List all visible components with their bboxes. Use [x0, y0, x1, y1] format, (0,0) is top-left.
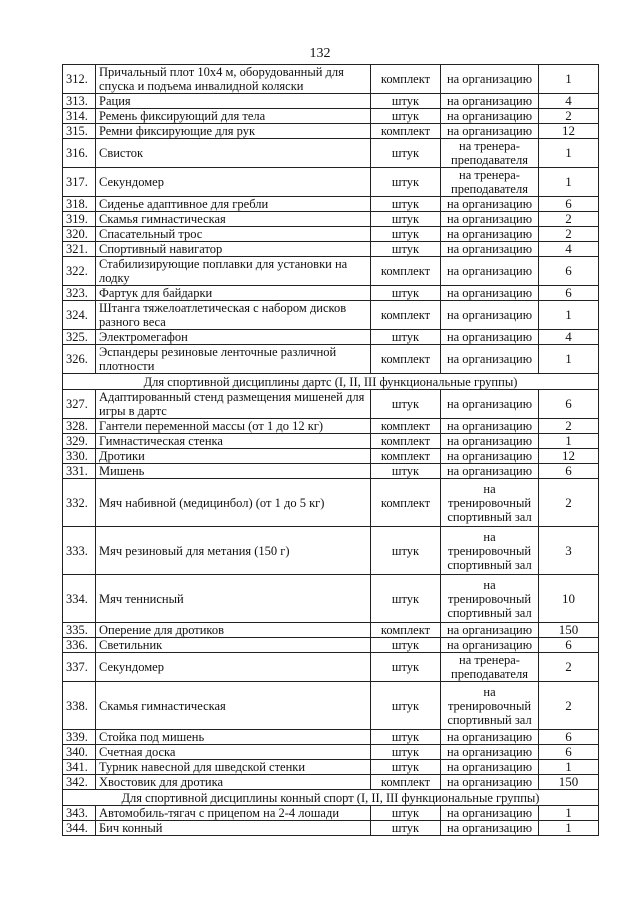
item-name: Мяч теннисный: [96, 575, 371, 623]
item-allocation: на тренировочный спортивный зал: [441, 479, 539, 527]
item-number: 315.: [63, 124, 96, 139]
item-allocation: на организацию: [441, 775, 539, 790]
item-name: Дротики: [96, 449, 371, 464]
item-name: Секундомер: [96, 168, 371, 197]
item-unit: комплект: [371, 257, 441, 286]
item-quantity: 1: [539, 434, 599, 449]
item-name: Скамья гимнастическая: [96, 682, 371, 730]
table-row: [63, 730, 599, 745]
item-unit: штук: [371, 94, 441, 109]
item-allocation: на организацию: [441, 638, 539, 653]
item-unit: штук: [371, 390, 441, 419]
item-unit: комплект: [371, 479, 441, 527]
equipment-table-body: [63, 65, 599, 836]
table-row: [63, 653, 599, 682]
item-unit: штук: [371, 109, 441, 124]
item-quantity: 6: [539, 286, 599, 301]
item-number: 343.: [63, 806, 96, 821]
item-quantity: 4: [539, 94, 599, 109]
item-name: Электромегафон: [96, 330, 371, 345]
item-allocation: на организацию: [441, 109, 539, 124]
item-number: 312.: [63, 65, 96, 94]
item-unit: комплект: [371, 775, 441, 790]
item-allocation: на организацию: [441, 419, 539, 434]
item-quantity: 2: [539, 479, 599, 527]
table-row: [63, 94, 599, 109]
item-allocation: на организацию: [441, 760, 539, 775]
item-number: 341.: [63, 760, 96, 775]
table-row: [63, 434, 599, 449]
item-allocation: на организацию: [441, 197, 539, 212]
item-quantity: 2: [539, 682, 599, 730]
item-name: Мяч резиновый для метания (150 г): [96, 527, 371, 575]
item-number: 313.: [63, 94, 96, 109]
item-name: Ремни фиксирующие для рук: [96, 124, 371, 139]
item-number: 331.: [63, 464, 96, 479]
item-unit: штук: [371, 527, 441, 575]
item-unit: комплект: [371, 623, 441, 638]
item-number: 314.: [63, 109, 96, 124]
item-quantity: 4: [539, 330, 599, 345]
item-unit: штук: [371, 638, 441, 653]
table-row: [63, 109, 599, 124]
table-row: [63, 682, 599, 730]
item-number: 332.: [63, 479, 96, 527]
page-number: 132: [309, 46, 331, 61]
item-number: 337.: [63, 653, 96, 682]
item-allocation: на организацию: [441, 821, 539, 836]
item-allocation: на организацию: [441, 434, 539, 449]
equipment-table: [62, 64, 599, 836]
table-row: [63, 745, 599, 760]
table-row: [63, 124, 599, 139]
item-name: Штанга тяжелоатлетическая с набором дисков разного веса: [96, 301, 371, 330]
item-allocation: на организацию: [441, 212, 539, 227]
item-unit: штук: [371, 197, 441, 212]
item-unit: штук: [371, 682, 441, 730]
table-row: [63, 197, 599, 212]
item-name: Спасательный трос: [96, 227, 371, 242]
item-quantity: 1: [539, 168, 599, 197]
item-name: Свисток: [96, 139, 371, 168]
item-quantity: 4: [539, 242, 599, 257]
item-quantity: 1: [539, 139, 599, 168]
item-quantity: 1: [539, 65, 599, 94]
item-number: 334.: [63, 575, 96, 623]
item-quantity: 150: [539, 775, 599, 790]
item-unit: штук: [371, 227, 441, 242]
item-quantity: 12: [539, 449, 599, 464]
table-row: [63, 345, 599, 374]
item-quantity: 2: [539, 419, 599, 434]
item-unit: комплект: [371, 449, 441, 464]
item-name: Фартук для байдарки: [96, 286, 371, 301]
item-number: 319.: [63, 212, 96, 227]
item-name: Сиденье адаптивное для гребли: [96, 197, 371, 212]
item-name: Ремень фиксирующий для тела: [96, 109, 371, 124]
item-name: Турник навесной для шведской стенки: [96, 760, 371, 775]
table-row: [63, 821, 599, 836]
item-name: Причальный плот 10х4 м, оборудованный для спуска и подъема инвалидной коляски: [96, 65, 371, 94]
item-quantity: 2: [539, 212, 599, 227]
item-number: 339.: [63, 730, 96, 745]
item-name: Стабилизирующие поплавки для установки на лодку: [96, 257, 371, 286]
item-unit: комплект: [371, 419, 441, 434]
item-name: Эспандеры резиновые ленточные различной плотности: [96, 345, 371, 374]
item-unit: штук: [371, 212, 441, 227]
item-number: 317.: [63, 168, 96, 197]
item-number: 328.: [63, 419, 96, 434]
section-heading-row: [63, 790, 599, 806]
item-unit: штук: [371, 242, 441, 257]
item-name: Автомобиль-тягач с прицепом на 2-4 лошади: [96, 806, 371, 821]
item-allocation: на организацию: [441, 449, 539, 464]
item-number: 333.: [63, 527, 96, 575]
item-allocation: на организацию: [441, 623, 539, 638]
table-row: [63, 390, 599, 419]
item-unit: штук: [371, 330, 441, 345]
item-unit: штук: [371, 653, 441, 682]
item-unit: штук: [371, 168, 441, 197]
table-row: [63, 257, 599, 286]
item-quantity: 1: [539, 301, 599, 330]
item-allocation: на организацию: [441, 257, 539, 286]
item-name: Гантели переменной массы (от 1 до 12 кг): [96, 419, 371, 434]
table-row: [63, 227, 599, 242]
item-quantity: 6: [539, 257, 599, 286]
table-row: [63, 527, 599, 575]
table-row: [63, 575, 599, 623]
item-quantity: 1: [539, 760, 599, 775]
item-unit: штук: [371, 760, 441, 775]
item-allocation: на организацию: [441, 390, 539, 419]
item-allocation: на организацию: [441, 227, 539, 242]
item-quantity: 6: [539, 638, 599, 653]
item-quantity: 2: [539, 653, 599, 682]
table-row: [63, 760, 599, 775]
item-unit: комплект: [371, 301, 441, 330]
item-number: 330.: [63, 449, 96, 464]
item-unit: штук: [371, 139, 441, 168]
item-unit: штук: [371, 286, 441, 301]
item-name: Стойка под мишень: [96, 730, 371, 745]
table-row: [63, 464, 599, 479]
item-allocation: на организацию: [441, 330, 539, 345]
item-allocation: на организацию: [441, 94, 539, 109]
item-number: 340.: [63, 745, 96, 760]
item-allocation: на тренера-преподавателя: [441, 653, 539, 682]
item-allocation: на организацию: [441, 286, 539, 301]
item-allocation: на организацию: [441, 124, 539, 139]
item-unit: штук: [371, 821, 441, 836]
item-allocation: на организацию: [441, 806, 539, 821]
item-unit: комплект: [371, 434, 441, 449]
item-number: 324.: [63, 301, 96, 330]
item-allocation: на тренировочный спортивный зал: [441, 527, 539, 575]
item-allocation: на организацию: [441, 301, 539, 330]
table-row: [63, 330, 599, 345]
item-unit: штук: [371, 575, 441, 623]
item-unit: штук: [371, 730, 441, 745]
item-allocation: на тренера-преподавателя: [441, 139, 539, 168]
item-number: 316.: [63, 139, 96, 168]
item-allocation: на тренера-преподавателя: [441, 168, 539, 197]
item-allocation: на организацию: [441, 242, 539, 257]
item-number: 335.: [63, 623, 96, 638]
table-row: [63, 775, 599, 790]
table-row: [63, 623, 599, 638]
item-name: Адаптированный стенд размещения мишеней для игры в дартс: [96, 390, 371, 419]
item-name: Секундомер: [96, 653, 371, 682]
table-row: [63, 168, 599, 197]
table-row: [63, 139, 599, 168]
item-name: Хвостовик для дротика: [96, 775, 371, 790]
item-unit: комплект: [371, 65, 441, 94]
item-name: Мяч набивной (медицинбол) (от 1 до 5 кг): [96, 479, 371, 527]
table-row: [63, 65, 599, 94]
item-name: Рация: [96, 94, 371, 109]
item-number: 326.: [63, 345, 96, 374]
item-unit: комплект: [371, 124, 441, 139]
item-number: 327.: [63, 390, 96, 419]
table-row: [63, 449, 599, 464]
item-unit: штук: [371, 806, 441, 821]
section-heading-row: [63, 374, 599, 390]
item-quantity: 6: [539, 197, 599, 212]
table-row: [63, 242, 599, 257]
table-row: [63, 286, 599, 301]
item-quantity: 1: [539, 345, 599, 374]
item-number: 338.: [63, 682, 96, 730]
item-name: Счетная доска: [96, 745, 371, 760]
item-number: 320.: [63, 227, 96, 242]
item-allocation: на организацию: [441, 345, 539, 374]
item-allocation: на организацию: [441, 745, 539, 760]
item-quantity: 1: [539, 821, 599, 836]
section-title: Для спортивной дисциплины дартс (I, II, III функциональные группы): [63, 374, 599, 390]
table-row: [63, 212, 599, 227]
item-quantity: 6: [539, 730, 599, 745]
item-number: 321.: [63, 242, 96, 257]
table-row: [63, 479, 599, 527]
item-quantity: 3: [539, 527, 599, 575]
section-title: Для спортивной дисциплины конный спорт (I, II, III функциональные группы): [63, 790, 599, 806]
item-unit: комплект: [371, 345, 441, 374]
item-number: 325.: [63, 330, 96, 345]
table-row: [63, 301, 599, 330]
item-name: Спортивный навигатор: [96, 242, 371, 257]
item-number: 322.: [63, 257, 96, 286]
item-quantity: 6: [539, 390, 599, 419]
item-name: Светильник: [96, 638, 371, 653]
item-allocation: на организацию: [441, 464, 539, 479]
item-name: Гимнастическая стенка: [96, 434, 371, 449]
item-number: 344.: [63, 821, 96, 836]
item-quantity: 1: [539, 806, 599, 821]
item-quantity: 10: [539, 575, 599, 623]
item-number: 342.: [63, 775, 96, 790]
item-allocation: на тренировочный спортивный зал: [441, 682, 539, 730]
item-allocation: на организацию: [441, 730, 539, 745]
item-quantity: 150: [539, 623, 599, 638]
item-quantity: 12: [539, 124, 599, 139]
item-name: Оперение для дротиков: [96, 623, 371, 638]
table-row: [63, 638, 599, 653]
table-row: [63, 419, 599, 434]
item-number: 318.: [63, 197, 96, 212]
item-quantity: 2: [539, 109, 599, 124]
item-allocation: на организацию: [441, 65, 539, 94]
item-number: 336.: [63, 638, 96, 653]
item-number: 323.: [63, 286, 96, 301]
item-unit: штук: [371, 745, 441, 760]
item-name: Бич конный: [96, 821, 371, 836]
item-allocation: на тренировочный спортивный зал: [441, 575, 539, 623]
item-quantity: 2: [539, 227, 599, 242]
item-name: Мишень: [96, 464, 371, 479]
table-row: [63, 806, 599, 821]
item-name: Скамья гимнастическая: [96, 212, 371, 227]
item-quantity: 6: [539, 464, 599, 479]
item-number: 329.: [63, 434, 96, 449]
item-unit: штук: [371, 464, 441, 479]
item-quantity: 6: [539, 745, 599, 760]
